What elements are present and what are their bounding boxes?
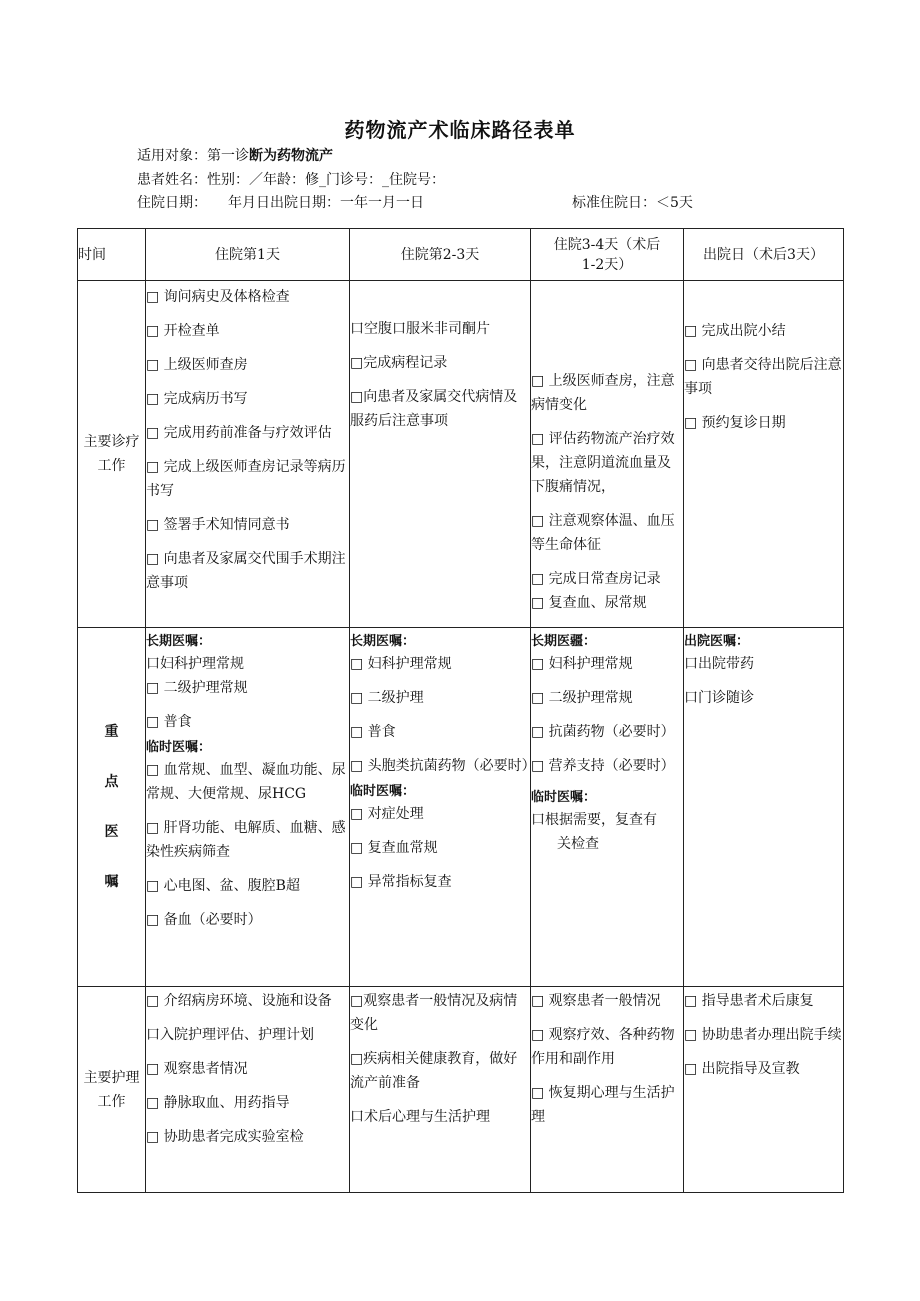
header-time: 时间	[78, 229, 146, 281]
checklist-item: □ 完成用药前准备与疗效评估	[146, 425, 332, 441]
applicable-line	[137, 145, 333, 165]
nursing-day1-cell	[146, 987, 350, 1193]
checklist-item: 口出院带药	[684, 656, 754, 672]
temporary-orders-title: 临时医嘱：	[146, 740, 212, 755]
checklist-item: □ 观察患者情况	[146, 1061, 248, 1077]
checklist-item: □ 评估药物流产治疗效果，注意阴道流血量及下腹痛情况，	[531, 431, 675, 495]
long-term-orders-title: 长期医嘱：	[146, 634, 212, 649]
checklist-item: □ 预约复诊日期	[684, 415, 786, 431]
clinical-pathway-table	[77, 228, 844, 1193]
orders-day2-3-cell	[350, 628, 536, 987]
row-label-nursing: 主要护理 工作	[78, 987, 146, 1193]
nursing-discharge-cell	[684, 987, 844, 1193]
checklist-item: □ 签署手术知情同意书	[146, 517, 290, 533]
checklist-item: □向患者及家属交代病情及服药后注意事项	[350, 389, 518, 429]
checklist-item: □ 向患者交待出院后注意事项	[684, 357, 842, 397]
checklist-item: □ 观察疗效、各种药物作用和副作用	[531, 1027, 675, 1067]
row-label-treatment: 主要诊疗 工作	[78, 281, 146, 628]
checklist-item: □ 观察患者一般情况	[531, 993, 661, 1009]
checklist-item-continuation: 关检查	[557, 836, 599, 852]
form-title: 药物流产术临床路径表单	[344, 118, 576, 142]
checklist-item: □ 营养支持（必要时）	[531, 758, 675, 774]
checklist-item: □ 二级护理常规	[531, 690, 633, 706]
header-day3-4: 住院3-4天（术后 1-2天）	[531, 229, 684, 281]
checklist-item: □ 指导患者术后康复	[684, 993, 814, 1009]
row-label-orders: 重 点 医 嘱	[78, 628, 146, 987]
checklist-item: □ 复查血常规	[350, 840, 438, 856]
long-term-orders-title: 长期医嘱：	[350, 634, 416, 649]
standard-stay: 标准住院日：＜5天	[572, 195, 693, 211]
checklist-item: □ 普食	[350, 724, 396, 740]
checklist-item: □ 普食	[146, 714, 192, 730]
checklist-item: 口根据需要，复查有	[531, 812, 657, 828]
checklist-item: □ 备血（必要时）	[146, 912, 262, 928]
nursing-day3-4-cell	[531, 987, 684, 1193]
treatment-day3-4-cell	[531, 281, 684, 628]
checklist-item: □ 肝肾功能、电解质、血糖、感染性疾病筛查	[146, 820, 346, 860]
orders-day1-cell	[146, 628, 350, 987]
checklist-item: □ 血常规、血型、凝血功能、尿常规、大便常规、尿HCG	[146, 762, 346, 802]
checklist-item: 口空腹口服米非司酮片	[350, 321, 490, 337]
checklist-item: 口入院护理评估、护理计划	[146, 1027, 314, 1043]
checklist-item: □ 协助患者办理出院手续	[684, 1027, 842, 1043]
checklist-item: □ 二级护理	[350, 690, 424, 706]
checklist-item: □完成病程记录	[350, 355, 448, 371]
checklist-item: □ 恢复期心理与生活护理	[531, 1085, 675, 1125]
checklist-item: □ 头胞类抗菌药物（必要时）	[350, 758, 536, 774]
applicable-prefix: 适用对象：第一诊	[137, 148, 249, 164]
checklist-item: 口妇科护理常规	[146, 656, 244, 672]
checklist-item: □ 完成病历书写	[146, 391, 248, 407]
checklist-item: □ 协助患者完成实验室检	[146, 1129, 304, 1145]
header-discharge: 出院日（术后3天）	[684, 229, 844, 281]
date-line: 住院日期： 年月日出院日期：一年一月一日	[137, 195, 424, 211]
checklist-item: □ 完成日常查房记录	[531, 571, 661, 587]
checklist-item: □ 介绍病房环境、设施和设备	[146, 993, 332, 1009]
treatment-discharge-cell	[684, 281, 844, 628]
patient-info-line: 患者姓名：性别：／年龄：修_门诊号：_住院号：	[137, 172, 445, 188]
row-key-orders	[78, 628, 844, 987]
applicable-diagnosis: 断为药物流产	[249, 148, 333, 164]
row-main-treatment	[78, 281, 844, 628]
checklist-item: □ 上级医师查房，注意病情变化	[531, 373, 675, 413]
checklist-item: □ 心电图、盆、腹腔B超	[146, 878, 300, 894]
checklist-item: □疾病相关健康教育，做好流产前准备	[350, 1051, 518, 1091]
checklist-item: 口术后心理与生活护理	[350, 1109, 490, 1125]
discharge-orders-title: 出院医嘱：	[684, 634, 750, 649]
checklist-item: 口门诊随诊	[684, 690, 754, 706]
checklist-item: □ 抗菌药物（必要时）	[531, 724, 675, 740]
header-row	[78, 229, 844, 281]
checklist-item: □ 对症处理	[350, 806, 424, 822]
checklist-item: □ 向患者及家属交代围手术期注意事项	[146, 551, 346, 591]
treatment-day1-cell	[146, 281, 350, 628]
checklist-item: □ 出院指导及宣教	[684, 1061, 800, 1077]
long-term-orders-title: 长期医疆：	[531, 634, 597, 649]
header-day2-3: 住院第2-3天	[350, 229, 531, 281]
checklist-item: □观察患者一般情况及病情变化	[350, 993, 518, 1033]
checklist-item: □ 二级护理常规	[146, 680, 248, 696]
checklist-item: □ 询问病史及体格检查	[146, 289, 290, 305]
orders-day3-4-cell	[531, 628, 684, 987]
treatment-day2-3-cell	[350, 281, 531, 628]
checklist-item: □ 注意观察体温、血压等生命体征	[531, 513, 675, 553]
checklist-item: □ 完成出院小结	[684, 323, 786, 339]
checklist-item: □ 妇科护理常规	[350, 656, 452, 672]
temporary-orders-title: 临时医嘱：	[531, 790, 597, 805]
orders-discharge-cell	[684, 628, 844, 987]
checklist-item: □ 妇科护理常规	[531, 656, 633, 672]
checklist-item: □ 开检查单	[146, 323, 220, 339]
checklist-item: □ 完成上级医师查房记录等病历书写	[146, 459, 346, 499]
checklist-item: □ 异常指标复查	[350, 874, 452, 890]
nursing-day2-3-cell	[350, 987, 531, 1193]
checklist-item: □ 复查血、尿常规	[531, 595, 647, 611]
header-day1: 住院第1天	[146, 229, 350, 281]
row-nursing-work	[78, 987, 844, 1193]
temporary-orders-title: 临时医嘱：	[350, 784, 416, 799]
checklist-item: □ 静脉取血、用药指导	[146, 1095, 290, 1111]
checklist-item: □ 上级医师查房	[146, 357, 248, 373]
